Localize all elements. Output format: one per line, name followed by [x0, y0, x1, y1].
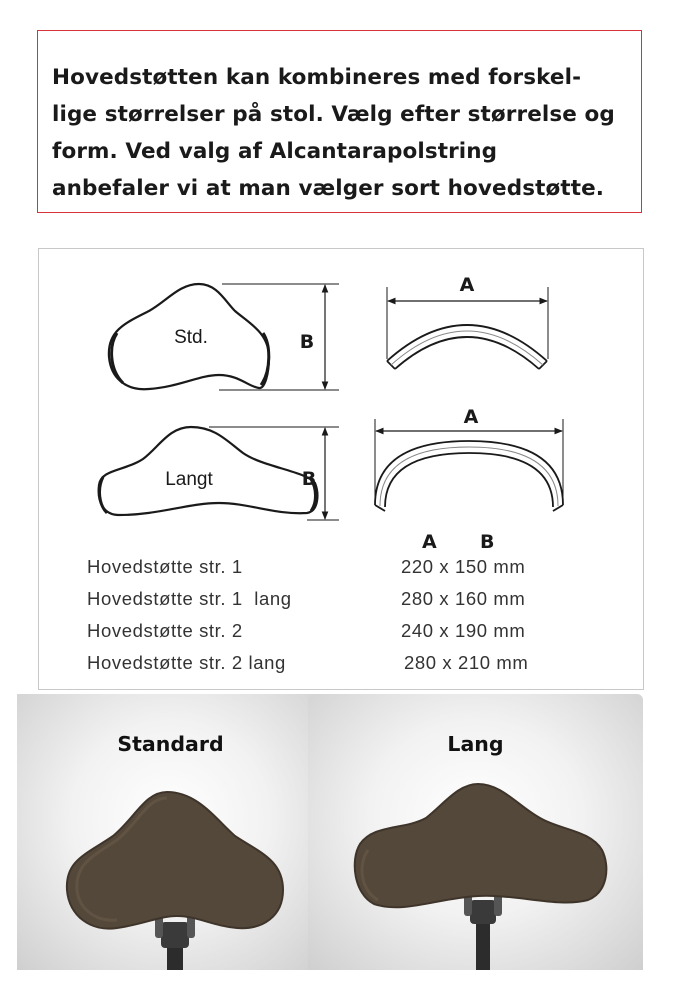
standard-headrest-photo	[17, 694, 324, 970]
notice-line: form. Ved valg af Alcantarapolstring	[52, 139, 498, 164]
size-dims: 220 x 150 mm	[401, 556, 526, 577]
long-dim-b-label: B	[301, 468, 317, 490]
long-diagram-label: Langt	[165, 469, 213, 490]
long-dim-a-label: A	[463, 406, 479, 428]
notice-line: lige størrelser på stol. Vælg efter størrelse og	[52, 102, 615, 127]
standard-arc-profile	[387, 325, 547, 369]
standard-diagram-label: Std.	[174, 327, 208, 348]
size-dims: 280 x 160 mm	[401, 588, 526, 609]
size-name: Hovedstøtte str. 1 lang	[87, 588, 292, 609]
standard-dim-b-label: B	[299, 331, 315, 353]
size-dims: 240 x 190 mm	[401, 620, 526, 641]
long-photo-title: Lang	[447, 732, 504, 756]
size-dims: 280 x 210 mm	[404, 652, 529, 673]
size-spec-panel	[38, 248, 644, 690]
notice-box	[37, 30, 642, 213]
long-headrest-photo	[308, 694, 643, 970]
column-b-header: B	[480, 531, 495, 553]
size-name: Hovedstøtte str. 1	[87, 556, 243, 577]
notice-text	[52, 59, 632, 207]
long-arc-profile	[375, 441, 563, 511]
size-row	[87, 620, 567, 644]
size-row	[87, 588, 567, 612]
column-a-header: A	[422, 531, 437, 553]
standard-headrest-image	[17, 694, 324, 970]
size-row	[87, 556, 567, 580]
size-row	[87, 652, 567, 676]
size-name: Hovedstøtte str. 2 lang	[87, 652, 286, 673]
standard-photo-title: Standard	[117, 732, 224, 756]
notice-line: anbefaler vi at man vælger sort hovedstøtte.	[52, 176, 605, 201]
standard-dim-a-label: A	[459, 274, 475, 296]
long-headrest-image	[308, 694, 643, 970]
notice-line: Hovedstøtten kan kombineres med forskel-	[52, 65, 582, 90]
size-name: Hovedstøtte str. 2	[87, 620, 243, 641]
